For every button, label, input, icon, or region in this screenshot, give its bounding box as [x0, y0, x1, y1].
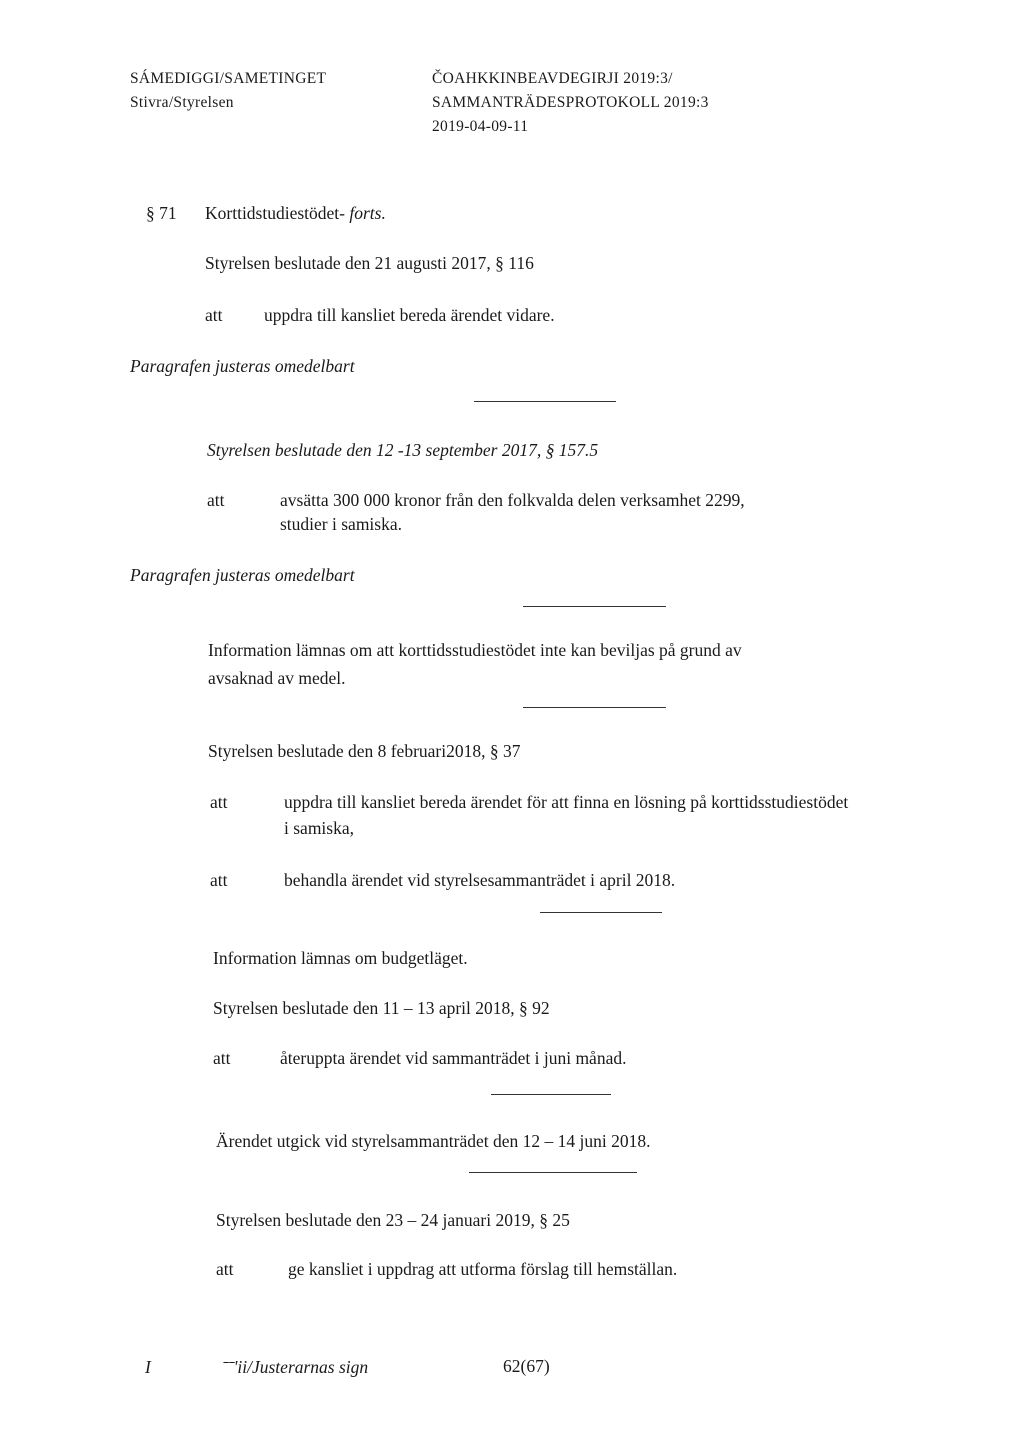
att-text: ge kansliet i uppdrag att utforma förslag till hemställan. — [288, 1259, 678, 1279]
information-line: Ärendet utgick vid styrelsammanträdet den 12 – 14 juni 2018. — [216, 1131, 651, 1151]
information-line-continued: avsaknad av medel. — [208, 668, 346, 688]
section-title-suffix: forts. — [349, 203, 386, 223]
separator-rule — [474, 401, 616, 402]
footer-signature-label: ˉˉ'ii/Justerarnas sign — [222, 1357, 369, 1377]
justification-note: Paragrafen justeras omedelbart — [130, 565, 355, 585]
att-label: att — [216, 1259, 234, 1279]
footer-initial: I — [145, 1357, 151, 1377]
att-text-continued: i samiska, — [284, 818, 354, 838]
information-line: Information lämnas om budgetläget. — [213, 948, 468, 968]
att-text: uppdra till kansliet bereda ärendet vidare. — [264, 305, 555, 325]
org-name: SÁMEDIGGI/SAMETINGET — [130, 70, 327, 87]
att-label: att — [205, 305, 223, 325]
separator-rule — [540, 912, 662, 913]
separator-rule — [491, 1094, 611, 1095]
decision-line: Styrelsen beslutade den 21 augusti 2017, § 116 — [205, 253, 534, 273]
att-text: avsätta 300 000 kronor från den folkvalda delen verksamhet 2299, — [280, 490, 745, 510]
att-label: att — [207, 490, 225, 510]
att-label: att — [210, 870, 228, 890]
doc-date: 2019-04-09-11 — [432, 118, 529, 135]
information-line: Information lämnas om att korttidsstudiestödet inte kan beviljas på grund av — [208, 640, 742, 660]
doc-subtitle: SAMMANTRÄDESPROTOKOLL 2019:3 — [432, 94, 709, 111]
att-text: uppdra till kansliet bereda ärendet för att finna en lösning på korttidsstudiestödet — [284, 792, 849, 812]
att-text-continued: studier i samiska. — [280, 514, 402, 534]
section-title-text: Korttidstudiestödet- — [205, 203, 345, 223]
decision-line: Styrelsen beslutade den 11 – 13 april 2018, § 92 — [213, 998, 550, 1018]
separator-rule — [469, 1172, 637, 1173]
justification-note: Paragrafen justeras omedelbart — [130, 356, 355, 376]
decision-line: Styrelsen beslutade den 23 – 24 januari 2019, § 25 — [216, 1210, 570, 1230]
separator-rule — [523, 606, 666, 607]
att-label: att — [213, 1048, 231, 1068]
decision-line: Styrelsen beslutade den 8 februari2018, § 37 — [208, 741, 521, 761]
org-unit: Stivra/Styrelsen — [130, 94, 234, 111]
section-title — [205, 203, 386, 224]
section-number: § 71 — [146, 203, 177, 223]
separator-rule — [523, 707, 666, 708]
doc-title: ČOAHKKINBEAVDEGIRJI 2019:3/ — [432, 70, 673, 87]
att-text: behandla ärendet vid styrelsesammanträdet i april 2018. — [284, 870, 676, 890]
att-label: att — [210, 792, 228, 812]
decision-line: Styrelsen beslutade den 12 -13 september 2017, § 157.5 — [207, 440, 599, 460]
page-number: 62(67) — [503, 1356, 550, 1376]
att-text: återuppta ärendet vid sammanträdet i juni månad. — [280, 1048, 627, 1068]
